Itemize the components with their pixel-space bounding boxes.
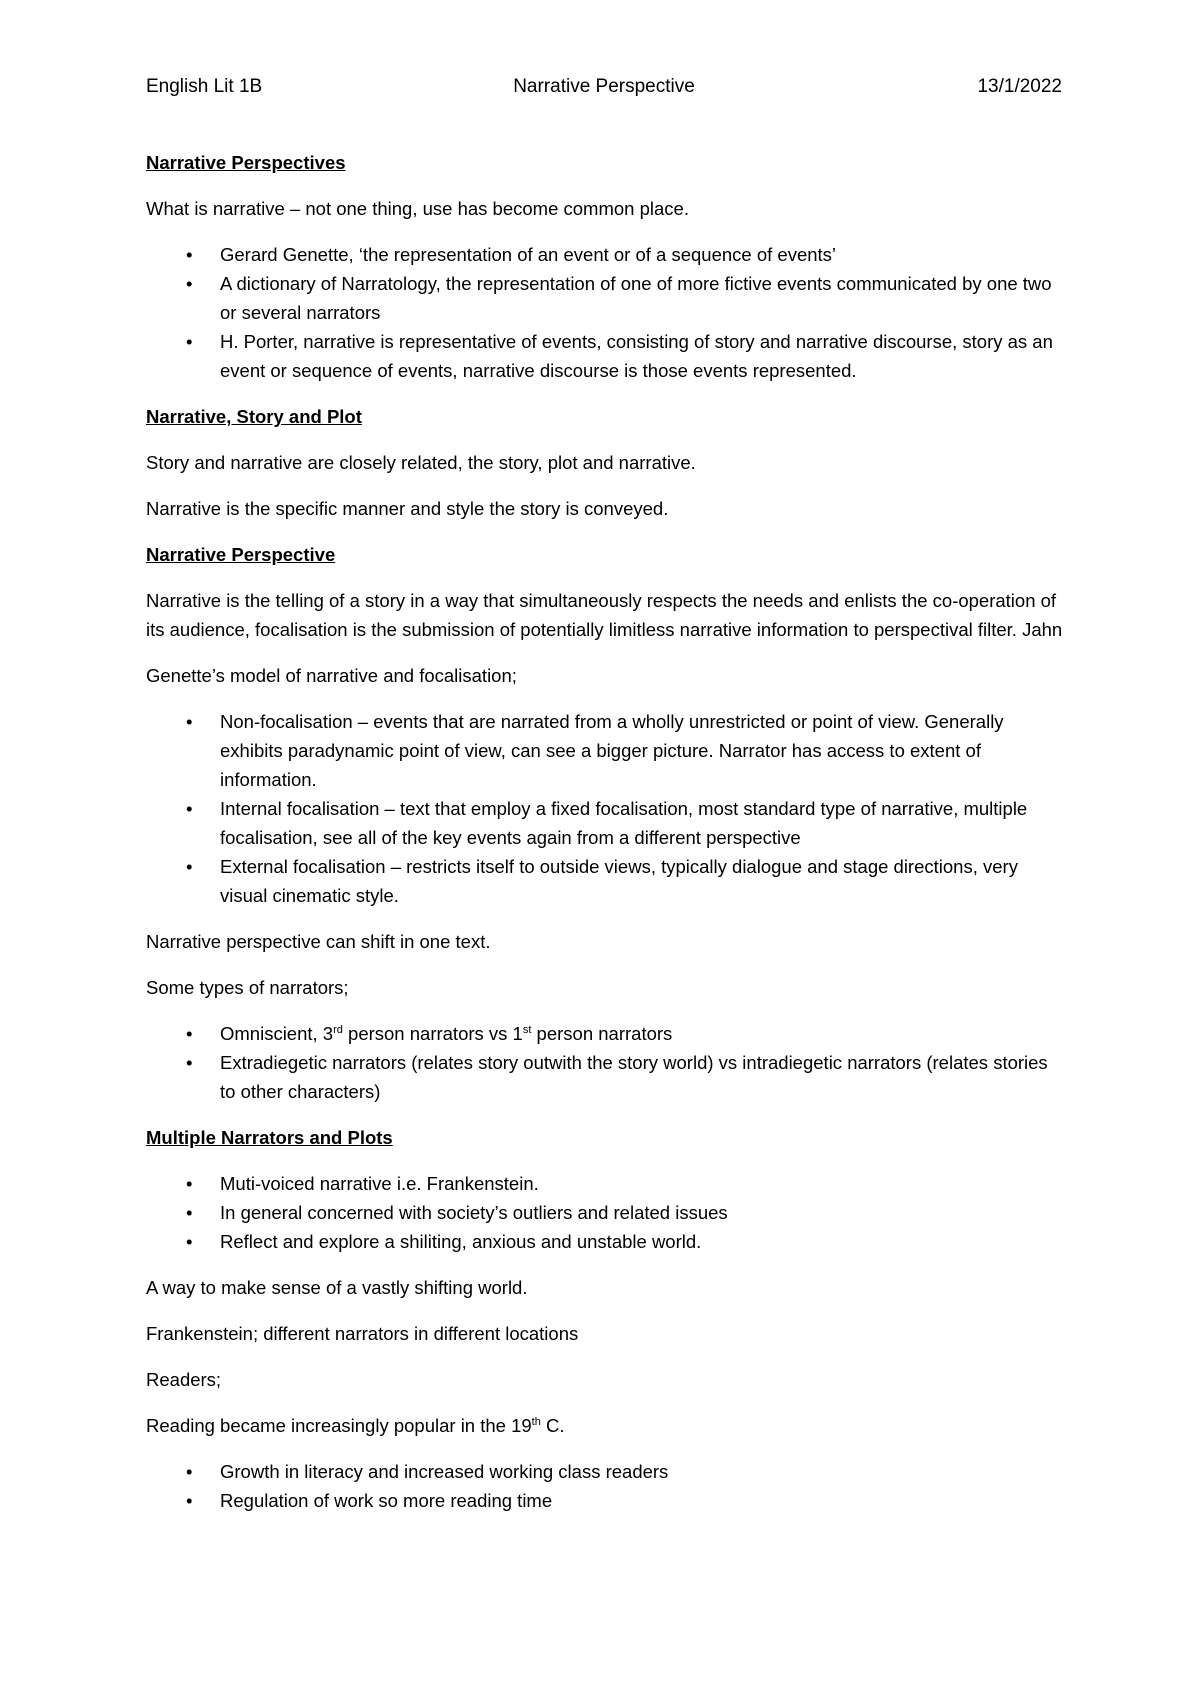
list-item (186, 1019, 1066, 1048)
header-title: Narrative Perspective (513, 76, 695, 97)
list-item (186, 1227, 1066, 1256)
bullet-icon: • (186, 1023, 193, 1044)
bullet-icon: • (186, 1052, 193, 1073)
bullet-list (146, 1457, 1066, 1515)
list-item (186, 1486, 1066, 1515)
paragraph: Narrative is the specific manner and style the story is conveyed. (146, 498, 669, 519)
list-item-text: Internal focalisation – text that employ a fixed focalisation, most standard type of narrative, multiple focalisation, see all of the key events again from a different perspective (220, 798, 1028, 848)
list-item (186, 269, 1066, 327)
section-heading: Narrative, Story and Plot (146, 406, 362, 427)
paragraph: Frankenstein; different narrators in different locations (146, 1323, 579, 1344)
list-item-text-part: person narrators vs 1 (342, 1023, 523, 1044)
paragraph: Narrative perspective can shift in one text. (146, 931, 491, 952)
paragraph-text-part: C. (540, 1415, 565, 1436)
section-heading: Narrative Perspectives (146, 152, 346, 173)
list-item (186, 794, 1066, 852)
list-item-text: H. Porter, narrative is representative of events, consisting of story and narrative discourse, story as an event or sequence of events, narrative discourse is those events represented. (220, 331, 1053, 381)
bullet-icon: • (186, 1231, 193, 1252)
paragraph: Readers; (146, 1369, 222, 1390)
list-item-text: Extradiegetic narrators (relates story outwith the story world) vs intradiegetic narrators (relates stories to other characters) (220, 1052, 1048, 1102)
bullet-list (146, 707, 1066, 910)
list-item (186, 707, 1066, 794)
bullet-icon: • (186, 798, 193, 819)
paragraph: Narrative is the telling of a story in a way that simultaneously respects the needs and enlists the co-operation of its audience, focalisation is the submission of potentially limitless narrative information to perspectival filter. Jahn (146, 590, 1063, 640)
header-course: English Lit 1B (146, 76, 263, 97)
list-item (186, 327, 1066, 385)
bullet-list (146, 1019, 1066, 1106)
bullet-icon: • (186, 273, 193, 294)
bullet-icon: • (186, 1173, 193, 1194)
bullet-icon: • (186, 711, 193, 732)
paragraph: Story and narrative are closely related, the story, plot and narrative. (146, 452, 696, 473)
paragraph: Some types of narrators; (146, 977, 349, 998)
superscript: st (522, 1024, 532, 1036)
list-item-text: Regulation of work so more reading time (220, 1490, 553, 1511)
section-heading: Multiple Narrators and Plots (146, 1127, 393, 1148)
superscript: th (531, 1416, 541, 1428)
paragraph-text-part: Reading became increasingly popular in the 19 (146, 1415, 532, 1436)
list-item (186, 240, 1066, 269)
bullet-icon: • (186, 856, 193, 877)
list-item-text: A dictionary of Narratology, the representation of one of more fictive events communicated by one two or several narrators (220, 273, 1052, 323)
bullet-icon: • (186, 244, 193, 265)
superscript: rd (333, 1024, 343, 1036)
bullet-icon: • (186, 1490, 193, 1511)
paragraph (146, 1411, 1066, 1440)
bullet-icon: • (186, 1461, 193, 1482)
list-item-text: Growth in literacy and increased working class readers (220, 1461, 669, 1482)
bullet-list (146, 1169, 1066, 1256)
list-item-text-part: person narrators (531, 1023, 673, 1044)
document-body (146, 148, 1066, 1532)
list-item-text-part: Omniscient, 3 (220, 1023, 334, 1044)
list-item (186, 1169, 1066, 1198)
list-item-text: In general concerned with society’s outliers and related issues (220, 1202, 728, 1223)
paragraph: What is narrative – not one thing, use has become common place. (146, 198, 689, 219)
list-item (186, 1048, 1066, 1106)
bullet-icon: • (186, 331, 193, 352)
list-item-text: Reflect and explore a shiliting, anxious and unstable world. (220, 1231, 702, 1252)
list-item (186, 852, 1066, 910)
list-item (186, 1457, 1066, 1486)
list-item (186, 1198, 1066, 1227)
list-item-text: Gerard Genette, ‘the representation of an event or of a sequence of events’ (220, 244, 837, 265)
section-heading: Narrative Perspective (146, 544, 336, 565)
header-date: 13/1/2022 (977, 76, 1062, 97)
list-item-text: External focalisation – restricts itself to outside views, typically dialogue and stage directions, very visual cinematic style. (220, 856, 1018, 906)
bullet-list (146, 240, 1066, 385)
list-item-text: Non-focalisation – events that are narrated from a wholly unrestricted or point of view. Generally exhibits paradynamic point of view, can see a bigger picture. Narrator has access to extent of information. (220, 711, 1004, 790)
page-header (146, 76, 1062, 104)
paragraph: Genette’s model of narrative and focalisation; (146, 665, 517, 686)
list-item-text: Muti-voiced narrative i.e. Frankenstein. (220, 1173, 539, 1194)
bullet-icon: • (186, 1202, 193, 1223)
paragraph: A way to make sense of a vastly shifting world. (146, 1277, 528, 1298)
